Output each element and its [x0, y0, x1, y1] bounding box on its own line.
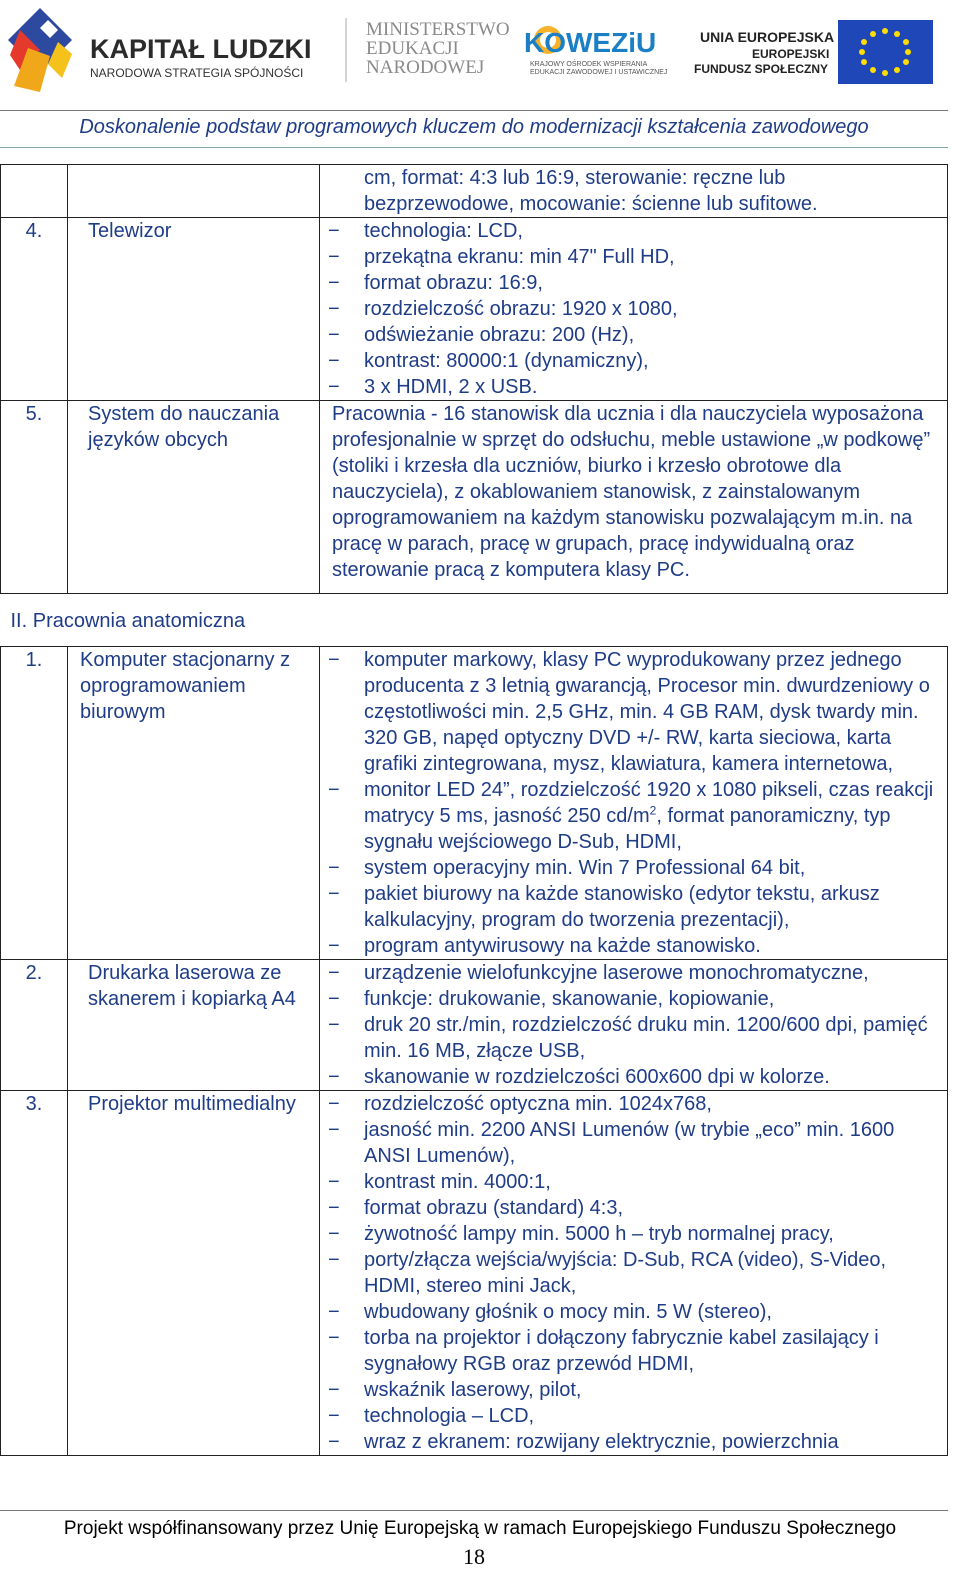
list-item: − komputer markowy, klasy PC wyprodukowany przez jednego producenta z 3 letnią gwarancją, Procesor min. dwurdzeniowy o częstotliwości min. 2,5 GHz, min. 4 GB RAM, dysk twardy min. 320 GB, napęd optyczny DVD +/- RW, karta sieciowa, karta grafiki zintegrowana, mysz, klawiatura, kamera internetowa, — [328, 647, 941, 777]
list-item: − urządzenie wielofunkcyjne laserowe monochromatyczne, — [328, 960, 941, 986]
svg-text:KOWEZiU: KOWEZiU — [524, 27, 657, 58]
list-item: − wskaźnik laserowy, pilot, — [328, 1377, 941, 1403]
svg-text:KRAJOWY OŚRODEK WSPIERANIA: KRAJOWY OŚRODEK WSPIERANIA — [530, 61, 648, 68]
list-item: − porty/złącza wejścia/wyjścia: D-Sub, RCA (video), S-Video, HDMI, stereo mini Jack, — [328, 1247, 941, 1299]
row-number: 2. — [1, 960, 68, 1091]
row-number: 1. — [1, 647, 68, 960]
spec-paragraph: Pracownia - 16 stanowisk dla ucznia i dla nauczyciela wyposażona profesjonalnie w sprzęt do odsłuchu, meble ustawione „w podkowę” (stoliki i krzesła dla uczniów, biurko i krzesło obrotowe dla nauczyciela), z okablowaniem stanowisk, z zainstalowanym oprogramowaniem na każdym stanowisku pozwalającym m.in. na pracę w parach, pracę w grupach, pracę indywidualną oraz sterowanie pracą z komputera klasy PC. — [332, 403, 931, 581]
header-logos — [0, 0, 960, 110]
table-row — [1, 165, 948, 218]
spec-cell — [320, 960, 948, 1091]
svg-text:KAPITAŁ LUDZKI: KAPITAŁ LUDZKI — [90, 34, 312, 64]
svg-text:NARODOWA STRATEGIA SPÓJNOŚCI: NARODOWA STRATEGIA SPÓJNOŚCI — [90, 66, 304, 80]
svg-text:EUROPEJSKI: EUROPEJSKI — [752, 47, 830, 61]
list-item: − wbudowany głośnik o mocy min. 5 W (stereo), — [328, 1299, 941, 1325]
svg-text:EDUKACJI ZAWODOWEJ I USTAWICZN: EDUKACJI ZAWODOWEJ I USTAWICZNEJ — [530, 69, 668, 76]
equipment-table — [0, 164, 948, 1456]
list-item: − pakiet biurowy na każde stanowisko (edytor tekstu, arkusz kalkulacyjny, program do tworzenia prezentacji), — [328, 881, 941, 933]
table-row — [1, 218, 948, 401]
item-name: Telewizor — [68, 218, 320, 401]
row-number: 5. — [1, 401, 68, 594]
table-row — [1, 401, 948, 594]
page-header-title: Doskonalenie podstaw programowych kluczem do modernizacji kształcenia zawodowego — [79, 116, 869, 138]
svg-text:FUNDUSZ SPOŁECZNY: FUNDUSZ SPOŁECZNY — [694, 62, 829, 76]
spec-line: cm, format: 4:3 lub 16:9, sterowanie: ręczne lub — [364, 167, 786, 189]
ue-logo — [694, 20, 933, 84]
list-item: − format obrazu (standard) 4:3, — [328, 1195, 941, 1221]
list-item: − żywotność lampy min. 5000 h – tryb normalnej pracy, — [328, 1221, 941, 1247]
section-row — [1, 594, 948, 647]
item-name: Projektor multimedialny — [68, 1091, 320, 1456]
spec-cell — [320, 218, 948, 401]
list-item: − wraz z ekranem: rozwijany elektrycznie, powierzchnia — [328, 1429, 941, 1455]
header-divider — [0, 110, 948, 111]
list-item: − monitor LED 24”, rozdzielczość 1920 x 1080 pikseli, czas reakcji matrycy 5 ms, jasność 250 $cd/m^2$, format panoramiczny, typ sygnału wejściowego D-Sub, HDMI, — [328, 777, 941, 855]
table-row — [1, 647, 948, 960]
men-logo — [366, 19, 510, 78]
svg-text:EDUKACJI: EDUKACJI — [366, 38, 459, 59]
footer-divider — [0, 1510, 948, 1511]
list-item: − kontrast: 80000:1 (dynamiczny), — [328, 348, 941, 374]
list-item: − przekątna ekranu: min 47" Full HD, — [328, 244, 941, 270]
koweziu-logo — [524, 26, 667, 76]
svg-text:NARODOWEJ: NARODOWEJ — [366, 57, 485, 78]
item-name: System do nauczania języków obcych — [68, 401, 320, 594]
table-row — [1, 1091, 948, 1456]
spec-cell — [320, 165, 948, 218]
spec-line: bezprzewodowe, mocowanie: ścienne lub sufitowe. — [364, 193, 818, 215]
list-item: − 3 x HDMI, 2 x USB. — [328, 374, 941, 400]
page-number: 18 — [463, 1544, 485, 1569]
list-item: − rozdzielczość optyczna min. 1024x768, — [328, 1091, 941, 1117]
list-item: − odświeżanie obrazu: 200 (Hz), — [328, 322, 941, 348]
item-name: Komputer stacjonarny z oprogramowaniem biurowym — [68, 647, 320, 960]
list-item: − technologia: LCD, — [328, 218, 941, 244]
list-item: − jasność min. 2200 ANSI Lumenów (w trybie „eco” min. 1600 ANSI Lumenów), — [328, 1117, 941, 1169]
spec-cell — [320, 401, 948, 594]
list-item: − druk 20 str./min, rozdzielczość druku min. 1200/600 dpi, pamięć min. 16 MB, złącze USB, — [328, 1012, 941, 1064]
list-item: − format obrazu: 16:9, — [328, 270, 941, 296]
row-number: 4. — [1, 218, 68, 401]
spec-cell — [320, 647, 948, 960]
table-row — [1, 960, 948, 1091]
header-rule — [0, 147, 948, 148]
section-heading: II. Pracownia anatomiczna — [1, 594, 948, 647]
list-item: − kontrast min. 4000:1, — [328, 1169, 941, 1195]
spec-cell — [320, 1091, 948, 1456]
svg-text:MINISTERSTWO: MINISTERSTWO — [366, 19, 510, 40]
kapital-ludzki-logo — [8, 8, 311, 92]
list-item: − rozdzielczość obrazu: 1920 x 1080, — [328, 296, 941, 322]
list-item: − funkcje: drukowanie, skanowanie, kopiowanie, — [328, 986, 941, 1012]
item-name: Drukarka laserowa ze skanerem i kopiarką A4 — [68, 960, 320, 1091]
list-item: − system operacyjny min. Win 7 Professional 64 bit, — [328, 855, 941, 881]
row-number: 3. — [1, 1091, 68, 1456]
list-item: − skanowanie w rozdzielczości 600x600 dpi w kolorze. — [328, 1064, 941, 1090]
list-item: − torba na projektor i dołączony fabrycznie kabel zasilający i sygnałowy RGB oraz przewód HDMI, — [328, 1325, 941, 1377]
list-item: − technologia – LCD, — [328, 1403, 941, 1429]
svg-text:UNIA EUROPEJSKA: UNIA EUROPEJSKA — [700, 29, 835, 45]
footer-text: Projekt współfinansowany przez Unię Europejską w ramach Europejskiego Funduszu Społecznego — [63, 1518, 897, 1539]
list-item: − program antywirusowy na każde stanowisko. — [328, 933, 941, 959]
